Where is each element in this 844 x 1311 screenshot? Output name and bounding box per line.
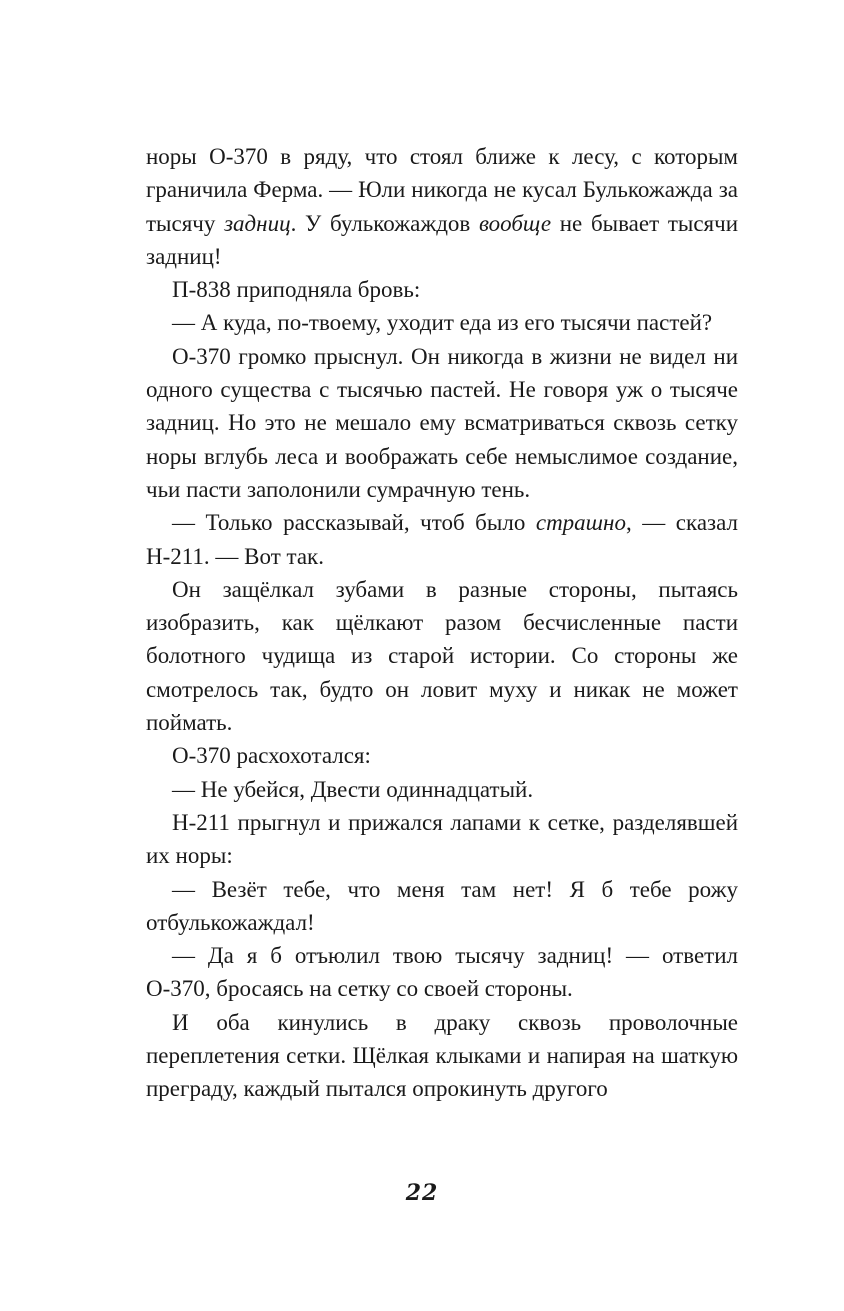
text-span: — Не убейся, Двести одиннадцатый.: [172, 776, 534, 802]
paragraph: [146, 806, 738, 873]
text-span: . У булькожаждов: [290, 210, 479, 236]
paragraph: [146, 340, 738, 506]
paragraph: [146, 306, 738, 339]
text-span: Он защёлкал зубами в разные стороны, пытаясь изобразить, как щёлкают разом бесчисленные пасти болотного чудища из старой истории. Со стороны же смотрелось так, будто он ловит муху и никак не может поймать.: [146, 576, 738, 736]
paragraph: [146, 273, 738, 306]
text-span: О-370 громко прыснул. Он никогда в жизни не видел ни одного существа с тысячью пастей. Не говоря уж о тысяче задниц. Но это не мешало ему всматриваться сквозь сетку норы вглубь леса и воображать себе немыслимое создание, чьи пасти заполонили сумрачную тень.: [146, 343, 738, 502]
text-span: норы О-370 в ряду, что стоял ближе к лесу, с которым граничила Ферма. — Юли никогда не кусал Булькожажда за тысячу: [146, 144, 738, 236]
paragraph: [146, 873, 738, 940]
paragraph: [146, 939, 738, 1006]
emphasized-text: задниц: [224, 210, 291, 236]
paragraph: [146, 506, 738, 573]
text-span: Н-211 прыгнул и прижался лапами к сетке, разделявшей их норы:: [146, 809, 738, 869]
body-text: [146, 140, 738, 1106]
text-span: не бывает тысячи задниц!: [146, 210, 738, 269]
text-span: — Да я б отъюлил твою тысячу задниц! — ответил О-370, бросаясь на сетку со своей стороны.: [146, 943, 738, 1002]
text-span: — Только рассказывай, чтоб было: [172, 510, 536, 536]
text-span: , — сказал Н-211. — Вот так.: [146, 510, 738, 569]
text-span: — Везёт тебе, что меня там нет! Я б тебе рожу отбулькожаждал!: [146, 876, 738, 935]
text-span: И оба кинулись в драку сквозь проволочные переплетения сетки. Щёлкая клыками и напирая на шаткую преграду, каждый пытался опрокинуть другого: [146, 1009, 738, 1102]
text-span: П-838 приподняла бровь:: [172, 277, 421, 303]
paragraph: [146, 140, 738, 273]
paragraph: [146, 573, 738, 739]
paragraph: [146, 773, 738, 806]
page-number: 22: [405, 1180, 439, 1206]
paragraph: [146, 1006, 738, 1106]
text-span: — А куда, по-твоему, уходит еда из его тысячи пастей?: [172, 310, 713, 336]
text-span: О-370 расхохотался:: [172, 743, 371, 769]
paragraph: [146, 739, 738, 772]
emphasized-text: вообще: [478, 210, 552, 236]
emphasized-text: страшно: [535, 510, 626, 536]
